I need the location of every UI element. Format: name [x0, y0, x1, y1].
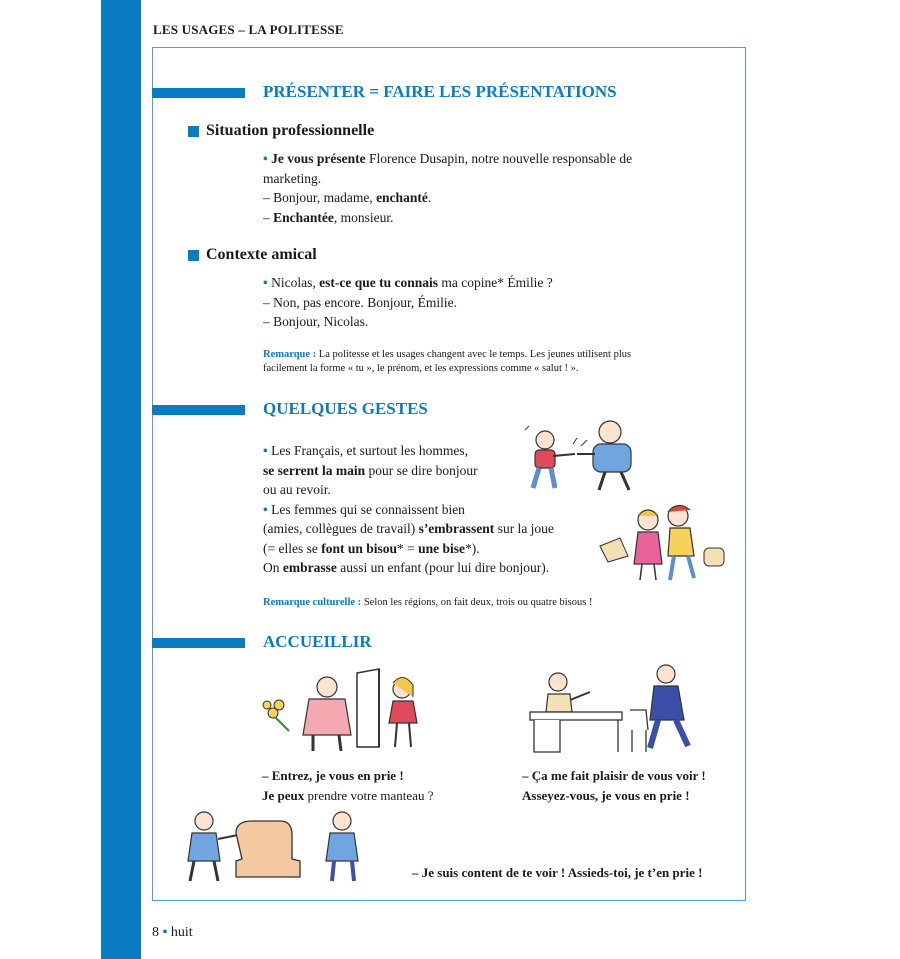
page-header: LES USAGES – LA POLITESSE	[153, 22, 344, 37]
square-bullet-icon	[188, 250, 199, 261]
caption-entrez: – Entrez, je vous en prie ! Je peux prendre votre manteau ?	[262, 768, 434, 803]
section-bar	[152, 638, 245, 648]
bullet-dot-icon: •	[263, 501, 268, 517]
subheading-situation-pro	[188, 122, 374, 140]
section-title-gestes: QUELQUES GESTES	[263, 399, 428, 418]
caption-assieds-toi: – Je suis content de te voir ! Assieds-toi, je t’en prie !	[412, 865, 703, 880]
page-number: 8 • huit	[152, 925, 193, 940]
bullet-dot-icon: •	[162, 925, 168, 940]
handshake-illustration	[515, 410, 665, 495]
remarque-note: Remarque : La politesse et les usages changent avec le temps. Les jeunes utilisent plus facilement la forme « tu », le prénom, et les expressions comme « salut ! ».	[263, 349, 632, 374]
section-title-accueillir: ACCUEILLIR	[263, 632, 372, 651]
bullet-dot-icon: •	[263, 151, 268, 166]
office-welcome-illustration	[520, 660, 705, 755]
section-bar	[152, 405, 245, 415]
bise-illustration	[598, 498, 733, 583]
section-bar	[152, 88, 245, 98]
caption-asseyez-vous: – Ça me fait plaisir de vous voir ! Asseyez-vous, je vous en prie !	[522, 768, 706, 803]
bullet-dot-icon: •	[263, 275, 268, 290]
square-bullet-icon	[188, 126, 199, 137]
door-welcome-illustration	[257, 665, 442, 755]
dialogue-contexte-amical: • Nicolas, est-ce que tu connais ma copine* Émilie ? – Non, pas encore. Bonjour, Émilie. – Bonjour, Nicolas.	[263, 275, 553, 329]
blue-sidebar	[101, 0, 141, 959]
bullet-dot-icon: •	[263, 443, 268, 458]
subheading-contexte-amical	[188, 246, 317, 264]
dialogue-situation-pro: • Je vous présente Florence Dusapin, notre nouvelle responsable de marketing. – Bonjour, madame, enchanté. – Enchantée, monsieur.	[263, 151, 633, 225]
subheading-label: Contexte amical	[206, 246, 317, 263]
section-title-presenter: PRÉSENTER = FAIRE LES PRÉSENTATIONS	[263, 82, 617, 101]
gestes-text: • Les Français, et surtout les hommes, se serrent la main pour se dire bonjour ou au revoir. • Les femmes qui se connaissent bien (amies, collègues de travail) s’embrassent sur la joue (= elles se font un bisou* = une bise*). On embrasse aussi un enfant (pour lui dire bonjour).	[263, 443, 554, 575]
remarque-culturelle-note: Remarque culturelle : Selon les régions, on fait deux, trois ou quatre bisous !	[263, 597, 593, 608]
armchair-welcome-illustration	[172, 805, 377, 885]
subheading-label: Situation professionnelle	[206, 122, 375, 139]
